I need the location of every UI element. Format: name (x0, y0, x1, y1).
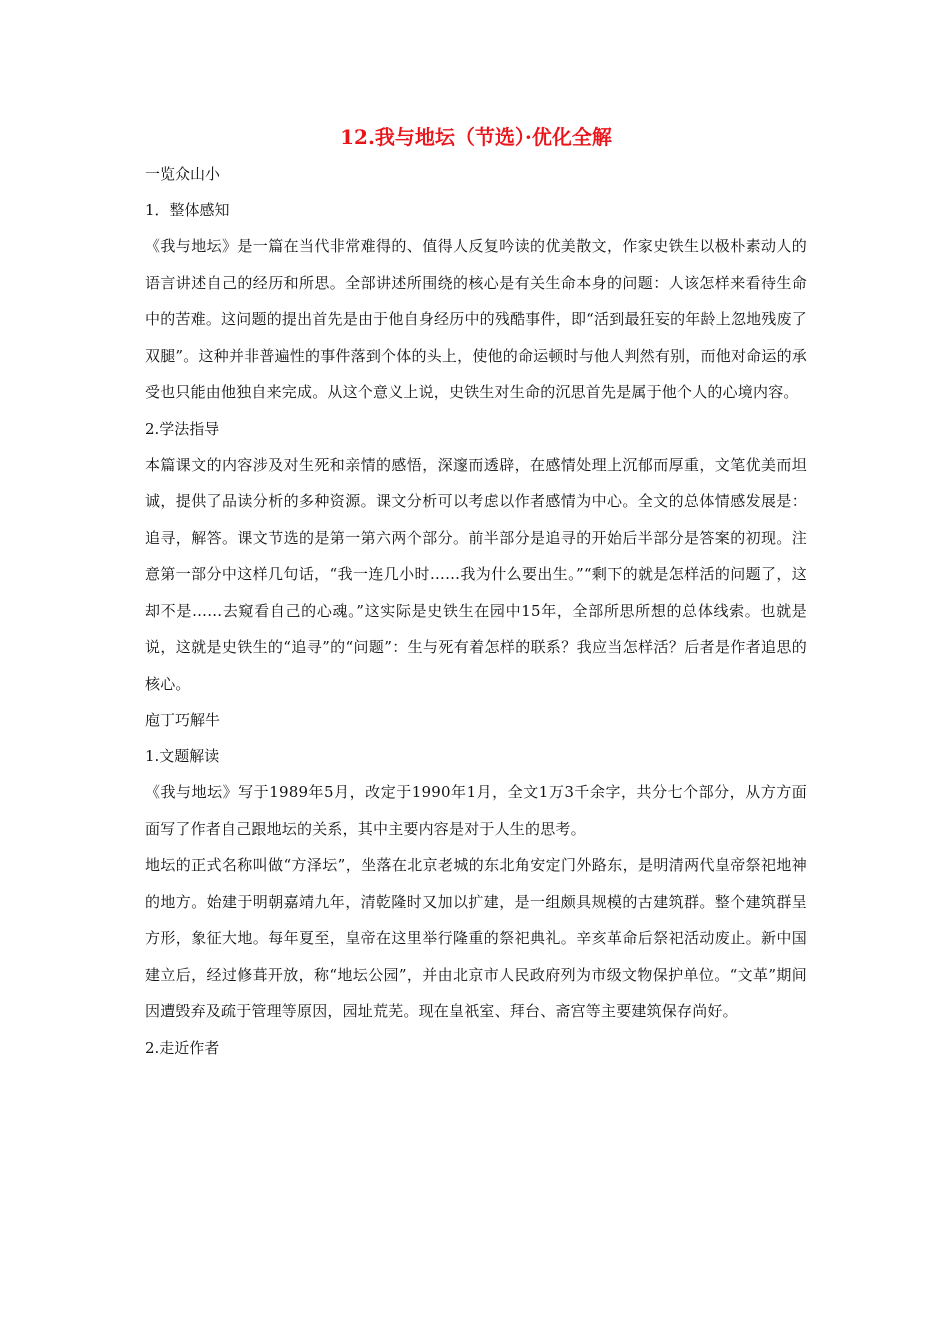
document-body (145, 118, 807, 1066)
paragraph-title-interpretation: 《我与地坛》写于1989年5月，改定于1990年1月，全文1万3千余字，共分七个部分，从方方面面写了作者自己跟地坛的关系，其中主要内容是对于人生的思考。 (145, 783, 807, 838)
paragraph-study-guide: 本篇课文的内容涉及对生死和亲情的感悟，深邃而透辟，在感情处理上沉郁而厚重，文笔优美而坦诚，提供了品读分析的多种资源。课文分析可以考虑以作者感情为中心。全文的总体情感发展是：追寻，解答。课文节选的是第一第六两个部分。前半部分是追寻的开始后半部分是答案的初现。注意第一部分中这样几句话，“我一连几小时……我为什么要出生。”“剩下的就是怎样活的问题了，这却不是……去窥看自己的心魂。”这实际是史铁生在园中15年，全部所思所想的总体线索。也就是说，这就是史铁生的“追寻”的“问题”：生与死有着怎样的联系？我应当怎样活？后者是作者追思的核心。 (145, 455, 807, 693)
document-title: 12.我与地坛（节选）·优化全解 (340, 125, 612, 149)
section-heading-analysis: 庖丁巧解牛 (145, 711, 221, 729)
paragraph-overall-perception: 《我与地坛》是一篇在当代非常难得的、值得人反复吟读的优美散文，作家史铁生以极朴素动人的语言讲述自己的经历和所思。全部讲述所围绕的核心是有关生命本身的问题：人该怎样来看待生命中的苦难。这问题的提出首先是由于他自身经历中的残酷事件，即“活到最狂妄的年龄上忽地残废了双腿”。这种并非普遍性的事件落到个体的头上，使他的命运顿时与他人判然有别，而他对命运的承受也只能由他独自来完成。从这个意义上说，史铁生对生命的沉思首先是属于他个人的心境内容。 (145, 237, 807, 401)
section-heading-overview: 一览众山小 (145, 165, 221, 183)
subheading-overall-perception: 1．整体感知 (145, 201, 230, 219)
subheading-study-guide: 2.学法指导 (145, 419, 220, 438)
subheading-author: 2.走近作者 (145, 1038, 220, 1057)
subheading-title-interpretation: 1.文题解读 (145, 747, 220, 765)
paragraph-ditan-history: 地坛的正式名称叫做“方泽坛”，坐落在北京老城的东北角安定门外路东，是明清两代皇帝祭祀地神的地方。始建于明朝嘉靖九年，清乾隆时又加以扩建，是一组颇具规模的古建筑群。整个建筑群呈方形，象征大地。每年夏至，皇帝在这里举行隆重的祭祀典礼。辛亥革命后祭祀活动废止。新中国建立后，经过修葺开放，称“地坛公园”，并由北京市人民政府列为市级文物保护单位。“文革”期间因遭毁弃及疏于管理等原因，园址荒芜。现在皇祇室、拜台、斋宫等主要建筑保存尚好。 (145, 856, 807, 1020)
